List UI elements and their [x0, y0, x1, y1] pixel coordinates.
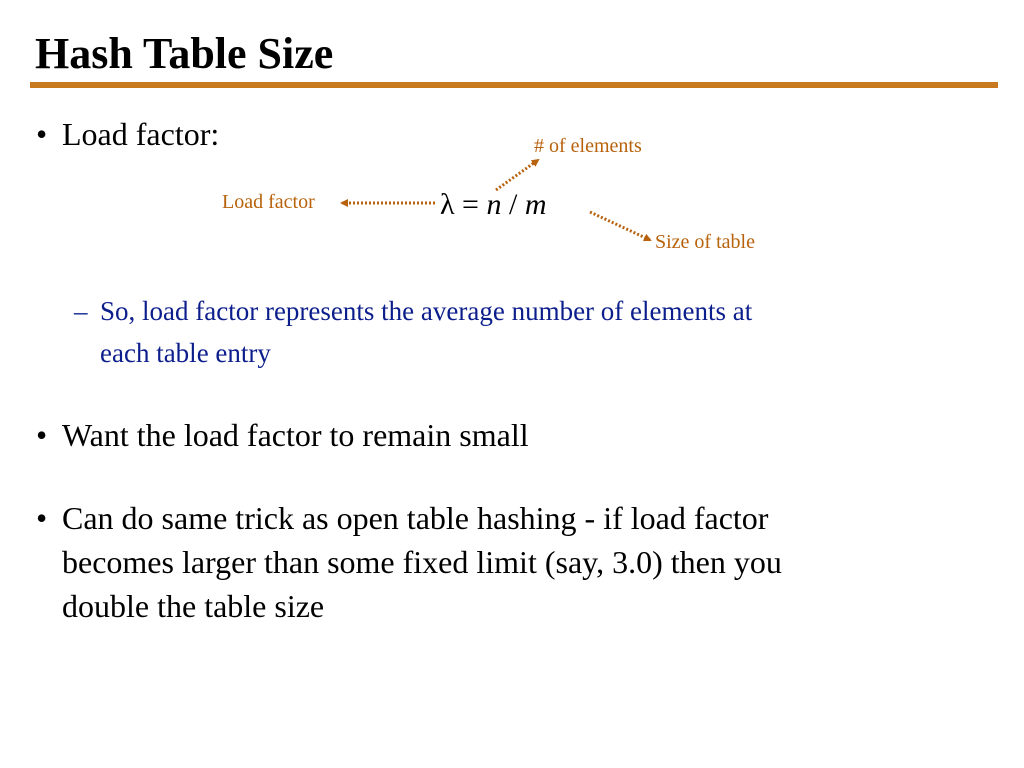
bullet-text: Want the load factor to remain small: [62, 417, 529, 453]
formula-n: n: [486, 188, 502, 221]
sub-bullet-line-1: So, load factor represents the average number of elements at: [100, 296, 753, 326]
arrow-to-size-of-table: [590, 212, 650, 240]
sub-bullet-text: [100, 290, 752, 374]
bullet-text: [62, 496, 782, 628]
bullet-marker: •: [36, 116, 48, 152]
sub-bullet-marker: –: [74, 296, 88, 326]
formula-equals: =: [454, 188, 487, 221]
formula-slash: /: [501, 188, 525, 221]
annotation-size-of-table: Size of table: [655, 231, 755, 253]
bullet-line-1: Can do same trick as open table hashing - if load factor: [62, 500, 769, 536]
sub-bullet-line-2: each table entry: [100, 338, 271, 368]
bullet-text: Load factor:: [62, 116, 220, 152]
bullet-marker: •: [36, 417, 48, 453]
bullet-marker: •: [36, 500, 48, 536]
formula-lambda: λ: [440, 188, 455, 221]
annotation-num-elements: # of elements: [534, 135, 642, 157]
bullet-line-2: becomes larger than some fixed limit (say, 3.0) then you: [62, 544, 782, 580]
formula-m: m: [524, 188, 547, 221]
bullet-line-3: double the table size: [62, 588, 325, 624]
arrow-to-num-elements: [496, 160, 538, 190]
slide-title: Hash Table Size: [35, 29, 334, 78]
annotation-load-factor: Load factor: [222, 191, 315, 213]
